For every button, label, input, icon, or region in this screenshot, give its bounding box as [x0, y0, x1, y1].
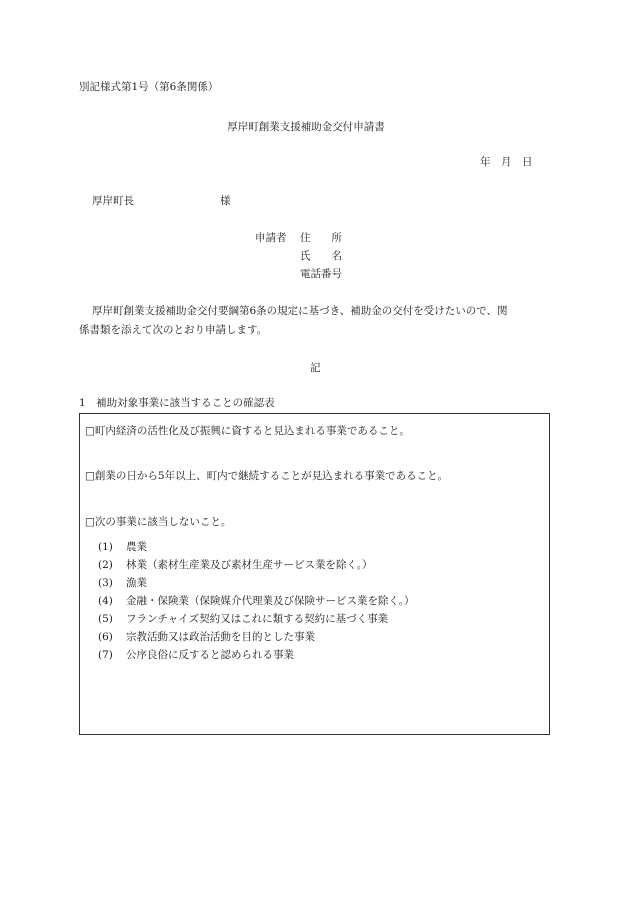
check-item-1: □町内経済の活性化及び振興に資すると見込まれる事業であること。: [85, 425, 410, 437]
recipient-suffix: 様: [220, 195, 231, 207]
body-text-line-1: 厚岸町創業支援補助金交付要綱第6条の規定に基づき、補助金の交付を受けたいので、関: [92, 305, 508, 317]
excluded-item-number: (1): [98, 541, 113, 553]
excluded-item-number: (5): [98, 613, 113, 625]
excluded-item-text: 公序良俗に反すると認められる事業: [126, 649, 294, 661]
confirmation-table: [79, 413, 550, 735]
check-item-2: □創業の日から5年以上、町内で継続することが見込まれる事業であること。: [85, 470, 449, 482]
excluded-item-text: 林業（素材生産業及び素材生産サービス業を除く。）: [126, 559, 373, 571]
excluded-item-1: [98, 542, 147, 553]
check-item-3: □次の事業に該当しないこと。: [85, 516, 232, 528]
recipient: 厚岸町長: [92, 195, 134, 207]
excluded-item-4: [98, 596, 415, 607]
body-text-line-2: 係書類を添えて次のとおり申請します。: [79, 324, 268, 336]
applicant-name-label: 氏 名: [300, 250, 342, 262]
ki-heading: 記: [310, 362, 321, 374]
excluded-item-number: (3): [98, 577, 113, 589]
excluded-item-text: 漁業: [126, 577, 147, 589]
applicant-label: 申請者: [255, 232, 287, 244]
excluded-item-text: 農業: [126, 541, 147, 553]
excluded-item-2: [98, 560, 373, 571]
applicant-phone-label: 電話番号: [300, 268, 342, 280]
excluded-item-text: 宗教活動又は政治活動を目的とした事業: [126, 631, 315, 643]
excluded-item-number: (2): [98, 559, 113, 571]
excluded-item-number: (6): [98, 631, 113, 643]
applicant-address-label: 住 所: [300, 232, 342, 244]
excluded-item-text: フランチャイズ契約又はこれに類する契約に基づく事業: [126, 613, 389, 625]
document-title: 厚岸町創業支援補助金交付申請書: [227, 121, 385, 133]
excluded-item-6: [98, 632, 315, 643]
excluded-item-5: [98, 614, 388, 625]
date-line: 年 月 日: [480, 156, 533, 168]
section-1-heading: 1 補助対象事業に該当することの確認表: [79, 397, 275, 409]
excluded-item-text: 金融・保険業（保険媒介代理業及び保険サービス業を除く。）: [126, 595, 415, 607]
excluded-item-number: (7): [98, 649, 113, 661]
form-number: 別記様式第1号（第6条関係）: [79, 81, 219, 93]
excluded-item-number: (4): [98, 595, 113, 607]
excluded-item-7: [98, 650, 294, 661]
excluded-item-3: [98, 578, 147, 589]
